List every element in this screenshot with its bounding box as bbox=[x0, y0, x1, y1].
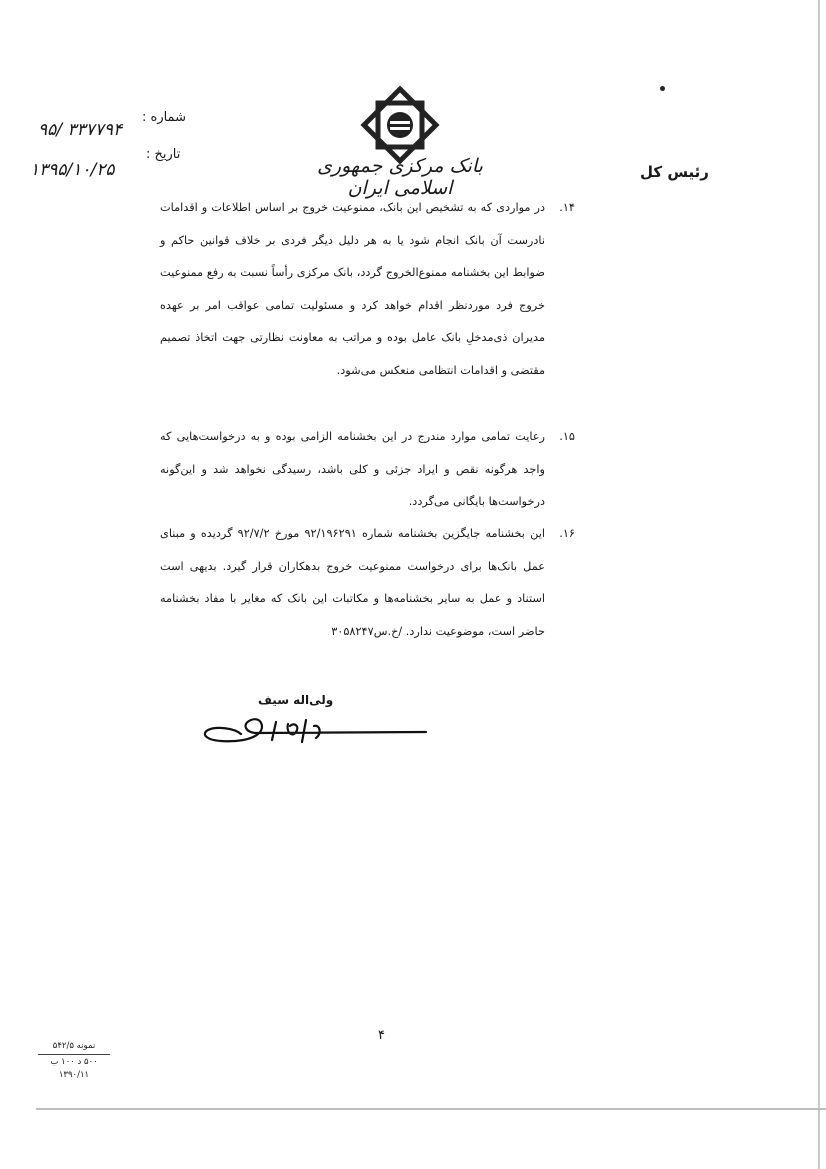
handwritten-signature bbox=[196, 712, 428, 752]
item-number: ۱۵. bbox=[559, 430, 575, 443]
stray-mark bbox=[660, 86, 665, 91]
list-item bbox=[160, 421, 575, 519]
scan-edge bbox=[818, 0, 820, 1169]
bank-logo-emblem bbox=[360, 85, 440, 165]
governor-title: رئیس کل bbox=[640, 163, 709, 181]
item-text: رعایت تمامی موارد مندرج در این بخشنامه الزامی بوده و به درخواست‌هایی که واجد هرگونه نقص و ایراد جزئی و کلی باشد، رسیدگی نخواهد شد و این‌گونه درخواست‌ها بایگانی می‌گردد. bbox=[160, 430, 545, 508]
letter-number: ۹۵/ ۳۳۷۷۹۴ bbox=[38, 120, 123, 140]
item-text: این بخشنامه جایگزین بخشنامه شماره ۹۲/۱۹۶۲۹۱ مورخ ۹۲/۷/۲ گردیده و مبنای عمل بانک‌ها برای درخواست ممنوعیت خروج بدهکاران قرار گیرد. بدیهی است استناد و عمل به سایر بخشنامه‌ها و مکاتبات این بانک که مغایر با مفاد بخشنامه حاضر است، موضوعیت ندارد. /خ.س۳۰۵۸۲۴۷ bbox=[160, 527, 545, 638]
form-code-line: ۵۰۰ د ۱۰۰ ب bbox=[50, 1057, 98, 1067]
page-number: ۴ bbox=[378, 1028, 385, 1043]
item-number: ۱۶. bbox=[559, 527, 575, 540]
date-label: تاریخ : bbox=[146, 147, 181, 162]
form-code-line: ۱۳۹۰/۱۱ bbox=[58, 1070, 90, 1080]
scan-edge bbox=[36, 1108, 826, 1110]
divider bbox=[38, 1054, 110, 1055]
item-text: در مواردی که به تشخیص این بانک، ممنوعیت خروج بر اساس اطلاعات و اقدامات نادرست آن بانک انجام شود یا به هر دلیل دیگر فردی بر خلاف قوانین حاکم و ضوابط این بخشنامه ممنوع‌الخروج گردد، بانک مرکزی رأساً نسبت به رفع ممنوعیت خروج فرد موردنظر اقدام خواهد کرد و مسئولیت تمامی عواقب امر بر عهده مدیران ذی‌مدخلِ بانک عامل بوده و مراتب به معاونت نظارتی جهت اتخاذ تصمیم مقتضی و اقدامات انتظامی منعکس می‌شود. bbox=[160, 201, 545, 377]
list-item bbox=[160, 192, 575, 387]
letter-date: ۱۳۹۵/۱۰/۲۵ bbox=[30, 160, 115, 180]
form-code-line: نمونه ۵۴۲/۵ bbox=[52, 1041, 96, 1051]
signer-name: ولی‌اله سیف bbox=[258, 693, 334, 707]
form-code bbox=[38, 1040, 110, 1082]
list-item bbox=[160, 518, 575, 648]
bank-name: بانک مرکزی جمهوری اسلامی ایران bbox=[317, 155, 483, 199]
item-number: ۱۴. bbox=[559, 201, 575, 214]
number-label: شماره : bbox=[142, 110, 186, 125]
